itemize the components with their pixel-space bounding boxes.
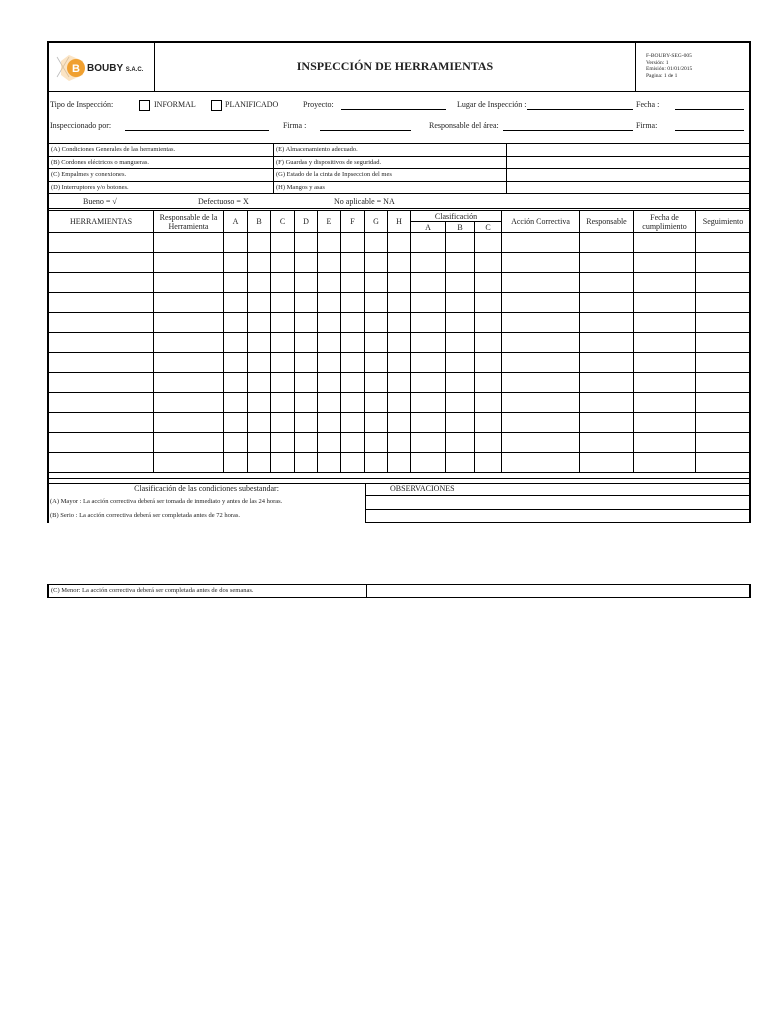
responsable-area-label: Responsable del área: bbox=[429, 121, 499, 130]
table-cell[interactable] bbox=[224, 233, 248, 253]
table-cell[interactable] bbox=[475, 313, 502, 333]
company-logo-icon bbox=[55, 51, 91, 85]
table-cell[interactable] bbox=[341, 453, 365, 473]
table-cell[interactable] bbox=[634, 413, 696, 433]
table-cell[interactable] bbox=[411, 233, 446, 253]
doc-meta-cell bbox=[635, 43, 752, 92]
table-cell[interactable] bbox=[271, 373, 295, 393]
criteria-f: (F) Guardas y dispositivos de seguridad. bbox=[274, 156, 507, 169]
col-fecha-cumplimiento: Fecha de cumplimiento bbox=[634, 211, 696, 233]
clasif-serio: (B) Serio : La acción correctiva deberá ser completada antes de 72 horas. bbox=[50, 512, 241, 519]
inspeccionado-label: Inspeccionado por: bbox=[50, 121, 112, 130]
table-cell[interactable] bbox=[341, 273, 365, 293]
table-row bbox=[49, 233, 751, 253]
table-cell[interactable] bbox=[446, 453, 475, 473]
table-row bbox=[49, 393, 751, 413]
table-cell[interactable] bbox=[475, 273, 502, 293]
table-row bbox=[49, 353, 751, 373]
table-cell[interactable] bbox=[295, 253, 318, 273]
table-cell[interactable] bbox=[271, 353, 295, 373]
table-cell[interactable] bbox=[365, 253, 388, 273]
table-cell[interactable] bbox=[475, 413, 502, 433]
table-cell[interactable] bbox=[580, 413, 634, 433]
table-cell[interactable] bbox=[696, 433, 751, 453]
table-cell[interactable] bbox=[502, 273, 580, 293]
table-cell[interactable] bbox=[224, 313, 248, 333]
table-cell[interactable] bbox=[446, 393, 475, 413]
table-cell[interactable] bbox=[475, 453, 502, 473]
table-cell[interactable] bbox=[271, 433, 295, 453]
table-cell[interactable] bbox=[365, 413, 388, 433]
table-cell[interactable] bbox=[318, 273, 341, 293]
table-cell[interactable] bbox=[154, 293, 224, 313]
table-cell[interactable] bbox=[154, 333, 224, 353]
table-cell[interactable] bbox=[154, 433, 224, 453]
firma1-label: Firma : bbox=[283, 121, 307, 130]
table-cell[interactable] bbox=[634, 233, 696, 253]
criteria-g: (G) Estado de la cinta de Inpseccion del mes bbox=[274, 169, 507, 182]
table-cell[interactable] bbox=[271, 313, 295, 333]
table-cell[interactable] bbox=[318, 393, 341, 413]
table-cell[interactable] bbox=[248, 453, 271, 473]
table-cell[interactable] bbox=[502, 373, 580, 393]
legend-defectuoso: Defectuoso = X bbox=[198, 197, 249, 206]
table-cell[interactable] bbox=[446, 293, 475, 313]
table-cell[interactable] bbox=[341, 353, 365, 373]
table-cell[interactable] bbox=[388, 393, 411, 413]
table-cell[interactable] bbox=[696, 353, 751, 373]
table-cell[interactable] bbox=[411, 453, 446, 473]
logo-cell bbox=[49, 43, 155, 92]
table-cell[interactable] bbox=[365, 233, 388, 253]
doc-code: F-BOUBY-SEG-005 bbox=[646, 53, 692, 59]
table-cell[interactable] bbox=[388, 373, 411, 393]
table-cell[interactable] bbox=[318, 333, 341, 353]
table-cell[interactable] bbox=[696, 313, 751, 333]
table-cell[interactable] bbox=[49, 273, 154, 293]
table-cell[interactable] bbox=[696, 373, 751, 393]
table-cell[interactable] bbox=[341, 333, 365, 353]
table-cell[interactable] bbox=[365, 313, 388, 333]
table-cell[interactable] bbox=[502, 353, 580, 373]
table-cell[interactable] bbox=[580, 453, 634, 473]
table-cell[interactable] bbox=[248, 413, 271, 433]
table-cell[interactable] bbox=[411, 373, 446, 393]
table-cell[interactable] bbox=[502, 393, 580, 413]
doc-version: Versión: 1 bbox=[646, 59, 669, 66]
svg-text:B: B bbox=[72, 63, 80, 75]
table-cell[interactable] bbox=[696, 273, 751, 293]
table-row bbox=[49, 253, 751, 273]
table-cell[interactable] bbox=[224, 373, 248, 393]
table-cell[interactable] bbox=[341, 373, 365, 393]
table-cell[interactable] bbox=[388, 233, 411, 253]
table-cell[interactable] bbox=[365, 333, 388, 353]
table-cell[interactable] bbox=[295, 313, 318, 333]
table-cell[interactable] bbox=[696, 413, 751, 433]
table-cell[interactable] bbox=[502, 333, 580, 353]
table-cell[interactable] bbox=[634, 353, 696, 373]
table-cell[interactable] bbox=[224, 393, 248, 413]
doc-page: Pagina: 1 de 1 bbox=[646, 72, 678, 79]
table-cell[interactable] bbox=[248, 293, 271, 313]
table-cell[interactable] bbox=[411, 413, 446, 433]
table-cell[interactable] bbox=[634, 313, 696, 333]
table-cell[interactable] bbox=[580, 233, 634, 253]
table-cell[interactable] bbox=[318, 453, 341, 473]
table-cell[interactable] bbox=[446, 273, 475, 293]
table-row bbox=[49, 273, 751, 293]
table-cell[interactable] bbox=[696, 293, 751, 313]
table-cell[interactable] bbox=[365, 273, 388, 293]
table-cell[interactable] bbox=[271, 293, 295, 313]
table-cell[interactable] bbox=[49, 413, 154, 433]
table-row bbox=[49, 373, 751, 393]
table-cell[interactable] bbox=[248, 333, 271, 353]
table-cell[interactable] bbox=[49, 253, 154, 273]
responsable-area-field[interactable] bbox=[503, 130, 633, 131]
table-cell[interactable] bbox=[49, 233, 154, 253]
table-cell[interactable] bbox=[248, 433, 271, 453]
table-cell[interactable] bbox=[634, 293, 696, 313]
table-cell[interactable] bbox=[388, 273, 411, 293]
table-cell[interactable] bbox=[580, 393, 634, 413]
table-cell[interactable] bbox=[634, 393, 696, 413]
legend-bueno: Bueno = √ bbox=[83, 197, 117, 206]
table-cell[interactable] bbox=[224, 293, 248, 313]
table-cell[interactable] bbox=[49, 293, 154, 313]
table-cell[interactable] bbox=[580, 373, 634, 393]
table-cell[interactable] bbox=[502, 233, 580, 253]
table-cell[interactable] bbox=[224, 253, 248, 273]
col-g: G bbox=[365, 211, 388, 233]
header-box bbox=[47, 41, 751, 92]
criteria-a: (A) Condiciones Generales de las herramientas. bbox=[49, 144, 274, 157]
table-cell[interactable] bbox=[318, 353, 341, 373]
table-cell[interactable] bbox=[318, 313, 341, 333]
table-cell[interactable] bbox=[580, 433, 634, 453]
table-cell[interactable] bbox=[271, 453, 295, 473]
table-cell[interactable] bbox=[49, 373, 154, 393]
menor-box bbox=[47, 584, 751, 598]
table-cell[interactable] bbox=[502, 453, 580, 473]
doc-emission: Emisión: 01/01/2015 bbox=[646, 66, 693, 72]
table-cell[interactable] bbox=[271, 253, 295, 273]
table-cell[interactable] bbox=[224, 413, 248, 433]
table-cell[interactable] bbox=[248, 253, 271, 273]
table-cell[interactable] bbox=[411, 353, 446, 373]
table-cell[interactable] bbox=[411, 293, 446, 313]
table-cell[interactable] bbox=[696, 233, 751, 253]
table-cell[interactable] bbox=[365, 393, 388, 413]
table-row bbox=[49, 313, 751, 333]
table-cell[interactable] bbox=[341, 393, 365, 413]
table-cell[interactable] bbox=[248, 373, 271, 393]
table-cell[interactable] bbox=[248, 353, 271, 373]
col-clasif-a: A bbox=[411, 222, 446, 233]
table-cell[interactable] bbox=[341, 313, 365, 333]
table-cell[interactable] bbox=[295, 413, 318, 433]
table-cell[interactable] bbox=[446, 373, 475, 393]
table-cell[interactable] bbox=[224, 453, 248, 473]
col-seguimiento: Seguimiento bbox=[696, 211, 751, 233]
col-responsable-herramienta: Responsable de la Herramienta bbox=[154, 211, 224, 233]
fecha-label: Fecha : bbox=[636, 100, 660, 109]
col-herramientas: HERRAMIENTAS bbox=[49, 211, 154, 233]
table-cell[interactable] bbox=[446, 413, 475, 433]
table-cell[interactable] bbox=[388, 413, 411, 433]
table-cell[interactable] bbox=[295, 433, 318, 453]
table-cell[interactable] bbox=[475, 333, 502, 353]
table-cell[interactable] bbox=[634, 433, 696, 453]
criteria-c: (C) Empalmes y conexiones. bbox=[49, 169, 274, 182]
table-cell[interactable] bbox=[580, 333, 634, 353]
table-cell[interactable] bbox=[580, 253, 634, 273]
clasificacion-title: Clasificación de las condiciones subestandar: bbox=[134, 484, 279, 493]
table-cell[interactable] bbox=[224, 433, 248, 453]
table-cell[interactable] bbox=[475, 393, 502, 413]
table-cell[interactable] bbox=[154, 413, 224, 433]
table-cell[interactable] bbox=[475, 433, 502, 453]
table-row bbox=[49, 453, 751, 473]
informal-label: INFORMAL bbox=[154, 100, 196, 109]
table-cell[interactable] bbox=[696, 333, 751, 353]
table-row bbox=[49, 433, 751, 453]
criteria-h: (H) Mangos y asas bbox=[274, 181, 507, 194]
table-cell[interactable] bbox=[341, 413, 365, 433]
table-cell[interactable] bbox=[318, 413, 341, 433]
table-cell[interactable] bbox=[446, 253, 475, 273]
table-cell[interactable] bbox=[49, 453, 154, 473]
planificado-checkbox[interactable] bbox=[211, 100, 222, 111]
clasif-menor: (C) Menor: La acción correctiva deberá ser completada antes de dos semanas. bbox=[51, 587, 254, 594]
table-cell[interactable] bbox=[580, 353, 634, 373]
inspection-table bbox=[48, 210, 751, 473]
table-row bbox=[49, 293, 751, 313]
table-cell[interactable] bbox=[411, 393, 446, 413]
table-cell[interactable] bbox=[49, 433, 154, 453]
observaciones-title: OBSERVACIONES bbox=[390, 484, 455, 493]
table-cell[interactable] bbox=[49, 313, 154, 333]
table-cell[interactable] bbox=[634, 373, 696, 393]
logo-suffix: S.A.C. bbox=[125, 67, 144, 73]
table-cell[interactable] bbox=[318, 293, 341, 313]
table-cell[interactable] bbox=[318, 253, 341, 273]
table-cell[interactable] bbox=[318, 373, 341, 393]
table-cell[interactable] bbox=[224, 333, 248, 353]
table-cell[interactable] bbox=[502, 253, 580, 273]
table-cell[interactable] bbox=[248, 393, 271, 413]
table-cell[interactable] bbox=[475, 293, 502, 313]
table-cell[interactable] bbox=[502, 433, 580, 453]
table-cell[interactable] bbox=[365, 433, 388, 453]
table-cell[interactable] bbox=[475, 373, 502, 393]
col-clasif-b: B bbox=[446, 222, 475, 233]
tipo-inspeccion-label: Tipo de Inspección: bbox=[50, 100, 114, 109]
firma2-field[interactable] bbox=[675, 130, 744, 131]
col-a: A bbox=[224, 211, 248, 233]
table-cell[interactable] bbox=[634, 253, 696, 273]
table-cell[interactable] bbox=[365, 373, 388, 393]
table-cell[interactable] bbox=[446, 353, 475, 373]
table-cell[interactable] bbox=[154, 353, 224, 373]
table-cell[interactable] bbox=[388, 253, 411, 273]
table-cell[interactable] bbox=[154, 273, 224, 293]
table-cell[interactable] bbox=[271, 333, 295, 353]
table-cell[interactable] bbox=[580, 273, 634, 293]
table-cell[interactable] bbox=[154, 373, 224, 393]
table-cell[interactable] bbox=[295, 233, 318, 253]
table-cell[interactable] bbox=[271, 233, 295, 253]
table-cell[interactable] bbox=[388, 353, 411, 373]
criteria-b: (B) Cordones eléctricos o mangueras. bbox=[49, 156, 274, 169]
table-cell[interactable] bbox=[502, 313, 580, 333]
table-cell[interactable] bbox=[248, 273, 271, 293]
table-cell[interactable] bbox=[248, 313, 271, 333]
table-cell[interactable] bbox=[295, 393, 318, 413]
table-cell[interactable] bbox=[475, 253, 502, 273]
table-cell[interactable] bbox=[154, 453, 224, 473]
page-title: INSPECCIÓN DE HERRAMIENTAS bbox=[296, 59, 494, 73]
table-cell[interactable] bbox=[411, 253, 446, 273]
table-cell[interactable] bbox=[580, 293, 634, 313]
table-cell[interactable] bbox=[49, 353, 154, 373]
table-cell[interactable] bbox=[634, 273, 696, 293]
table-cell[interactable] bbox=[341, 293, 365, 313]
table-cell[interactable] bbox=[388, 313, 411, 333]
table-cell[interactable] bbox=[154, 253, 224, 273]
table-cell[interactable] bbox=[411, 333, 446, 353]
table-cell[interactable] bbox=[295, 333, 318, 353]
col-responsable: Responsable bbox=[580, 211, 634, 233]
table-cell[interactable] bbox=[224, 353, 248, 373]
col-c: C bbox=[271, 211, 295, 233]
table-cell[interactable] bbox=[475, 233, 502, 253]
table-cell[interactable] bbox=[295, 453, 318, 473]
col-clasif-c: C bbox=[475, 222, 502, 233]
proyecto-field[interactable] bbox=[341, 109, 446, 110]
table-cell[interactable] bbox=[411, 433, 446, 453]
criteria-table bbox=[48, 143, 750, 194]
table-cell[interactable] bbox=[696, 453, 751, 473]
table-cell[interactable] bbox=[224, 273, 248, 293]
table-cell[interactable] bbox=[271, 273, 295, 293]
table-cell[interactable] bbox=[388, 453, 411, 473]
table-cell[interactable] bbox=[49, 393, 154, 413]
col-e: E bbox=[318, 211, 341, 233]
col-accion-correctiva: Acción Correctiva bbox=[502, 211, 580, 233]
table-cell[interactable] bbox=[154, 313, 224, 333]
table-cell[interactable] bbox=[388, 333, 411, 353]
table-cell[interactable] bbox=[365, 293, 388, 313]
table-cell[interactable] bbox=[154, 233, 224, 253]
col-clasificacion: Clasificación bbox=[411, 211, 502, 222]
table-cell[interactable] bbox=[318, 233, 341, 253]
table-cell[interactable] bbox=[388, 433, 411, 453]
table-cell[interactable] bbox=[295, 293, 318, 313]
table-cell[interactable] bbox=[295, 353, 318, 373]
informal-checkbox[interactable] bbox=[139, 100, 150, 111]
firma1-field[interactable] bbox=[320, 130, 411, 131]
table-cell[interactable] bbox=[365, 453, 388, 473]
col-h: H bbox=[388, 211, 411, 233]
table-cell[interactable] bbox=[502, 413, 580, 433]
col-d: D bbox=[295, 211, 318, 233]
table-cell[interactable] bbox=[446, 333, 475, 353]
criteria-d: (D) Interruptores y/o botones. bbox=[49, 181, 274, 194]
legend-no-aplicable: No aplicable = NA bbox=[334, 197, 395, 206]
table-cell[interactable] bbox=[295, 373, 318, 393]
table-cell[interactable] bbox=[271, 413, 295, 433]
lugar-field[interactable] bbox=[527, 109, 633, 110]
table-cell[interactable] bbox=[446, 233, 475, 253]
table-cell[interactable] bbox=[271, 393, 295, 413]
col-b: B bbox=[248, 211, 271, 233]
table-cell[interactable] bbox=[365, 353, 388, 373]
table-row bbox=[49, 333, 751, 353]
table-cell[interactable] bbox=[634, 453, 696, 473]
table-cell[interactable] bbox=[411, 273, 446, 293]
table-cell[interactable] bbox=[388, 293, 411, 313]
table-cell[interactable] bbox=[634, 333, 696, 353]
table-row bbox=[49, 413, 751, 433]
table-cell[interactable] bbox=[341, 253, 365, 273]
table-cell[interactable] bbox=[154, 393, 224, 413]
lugar-label: Lugar de Inspección : bbox=[457, 100, 527, 109]
table-cell[interactable] bbox=[446, 433, 475, 453]
table-cell[interactable] bbox=[446, 313, 475, 333]
table-cell[interactable] bbox=[696, 393, 751, 413]
table-cell[interactable] bbox=[341, 433, 365, 453]
table-cell[interactable] bbox=[248, 233, 271, 253]
table-cell[interactable] bbox=[475, 353, 502, 373]
proyecto-label: Proyecto: bbox=[303, 100, 334, 109]
table-cell[interactable] bbox=[696, 253, 751, 273]
table-cell[interactable] bbox=[502, 293, 580, 313]
table-cell[interactable] bbox=[49, 333, 154, 353]
fecha-field[interactable] bbox=[675, 109, 744, 110]
criteria-e: (E) Almacenamiento adecuado. bbox=[274, 144, 507, 157]
col-f: F bbox=[341, 211, 365, 233]
table-cell[interactable] bbox=[580, 313, 634, 333]
table-cell[interactable] bbox=[341, 233, 365, 253]
table-cell[interactable] bbox=[411, 313, 446, 333]
planificado-label: PLANIFICADO bbox=[225, 100, 279, 109]
table-cell[interactable] bbox=[295, 273, 318, 293]
logo-text: BOUBY bbox=[87, 63, 123, 74]
table-cell[interactable] bbox=[318, 433, 341, 453]
firma2-label: Firma: bbox=[636, 121, 658, 130]
inspeccionado-field[interactable] bbox=[125, 130, 269, 131]
clasif-mayor: (A) Mayor : La acción correctiva deberá ser tomada de inmediato y antes de las 24 horas. bbox=[50, 498, 283, 505]
